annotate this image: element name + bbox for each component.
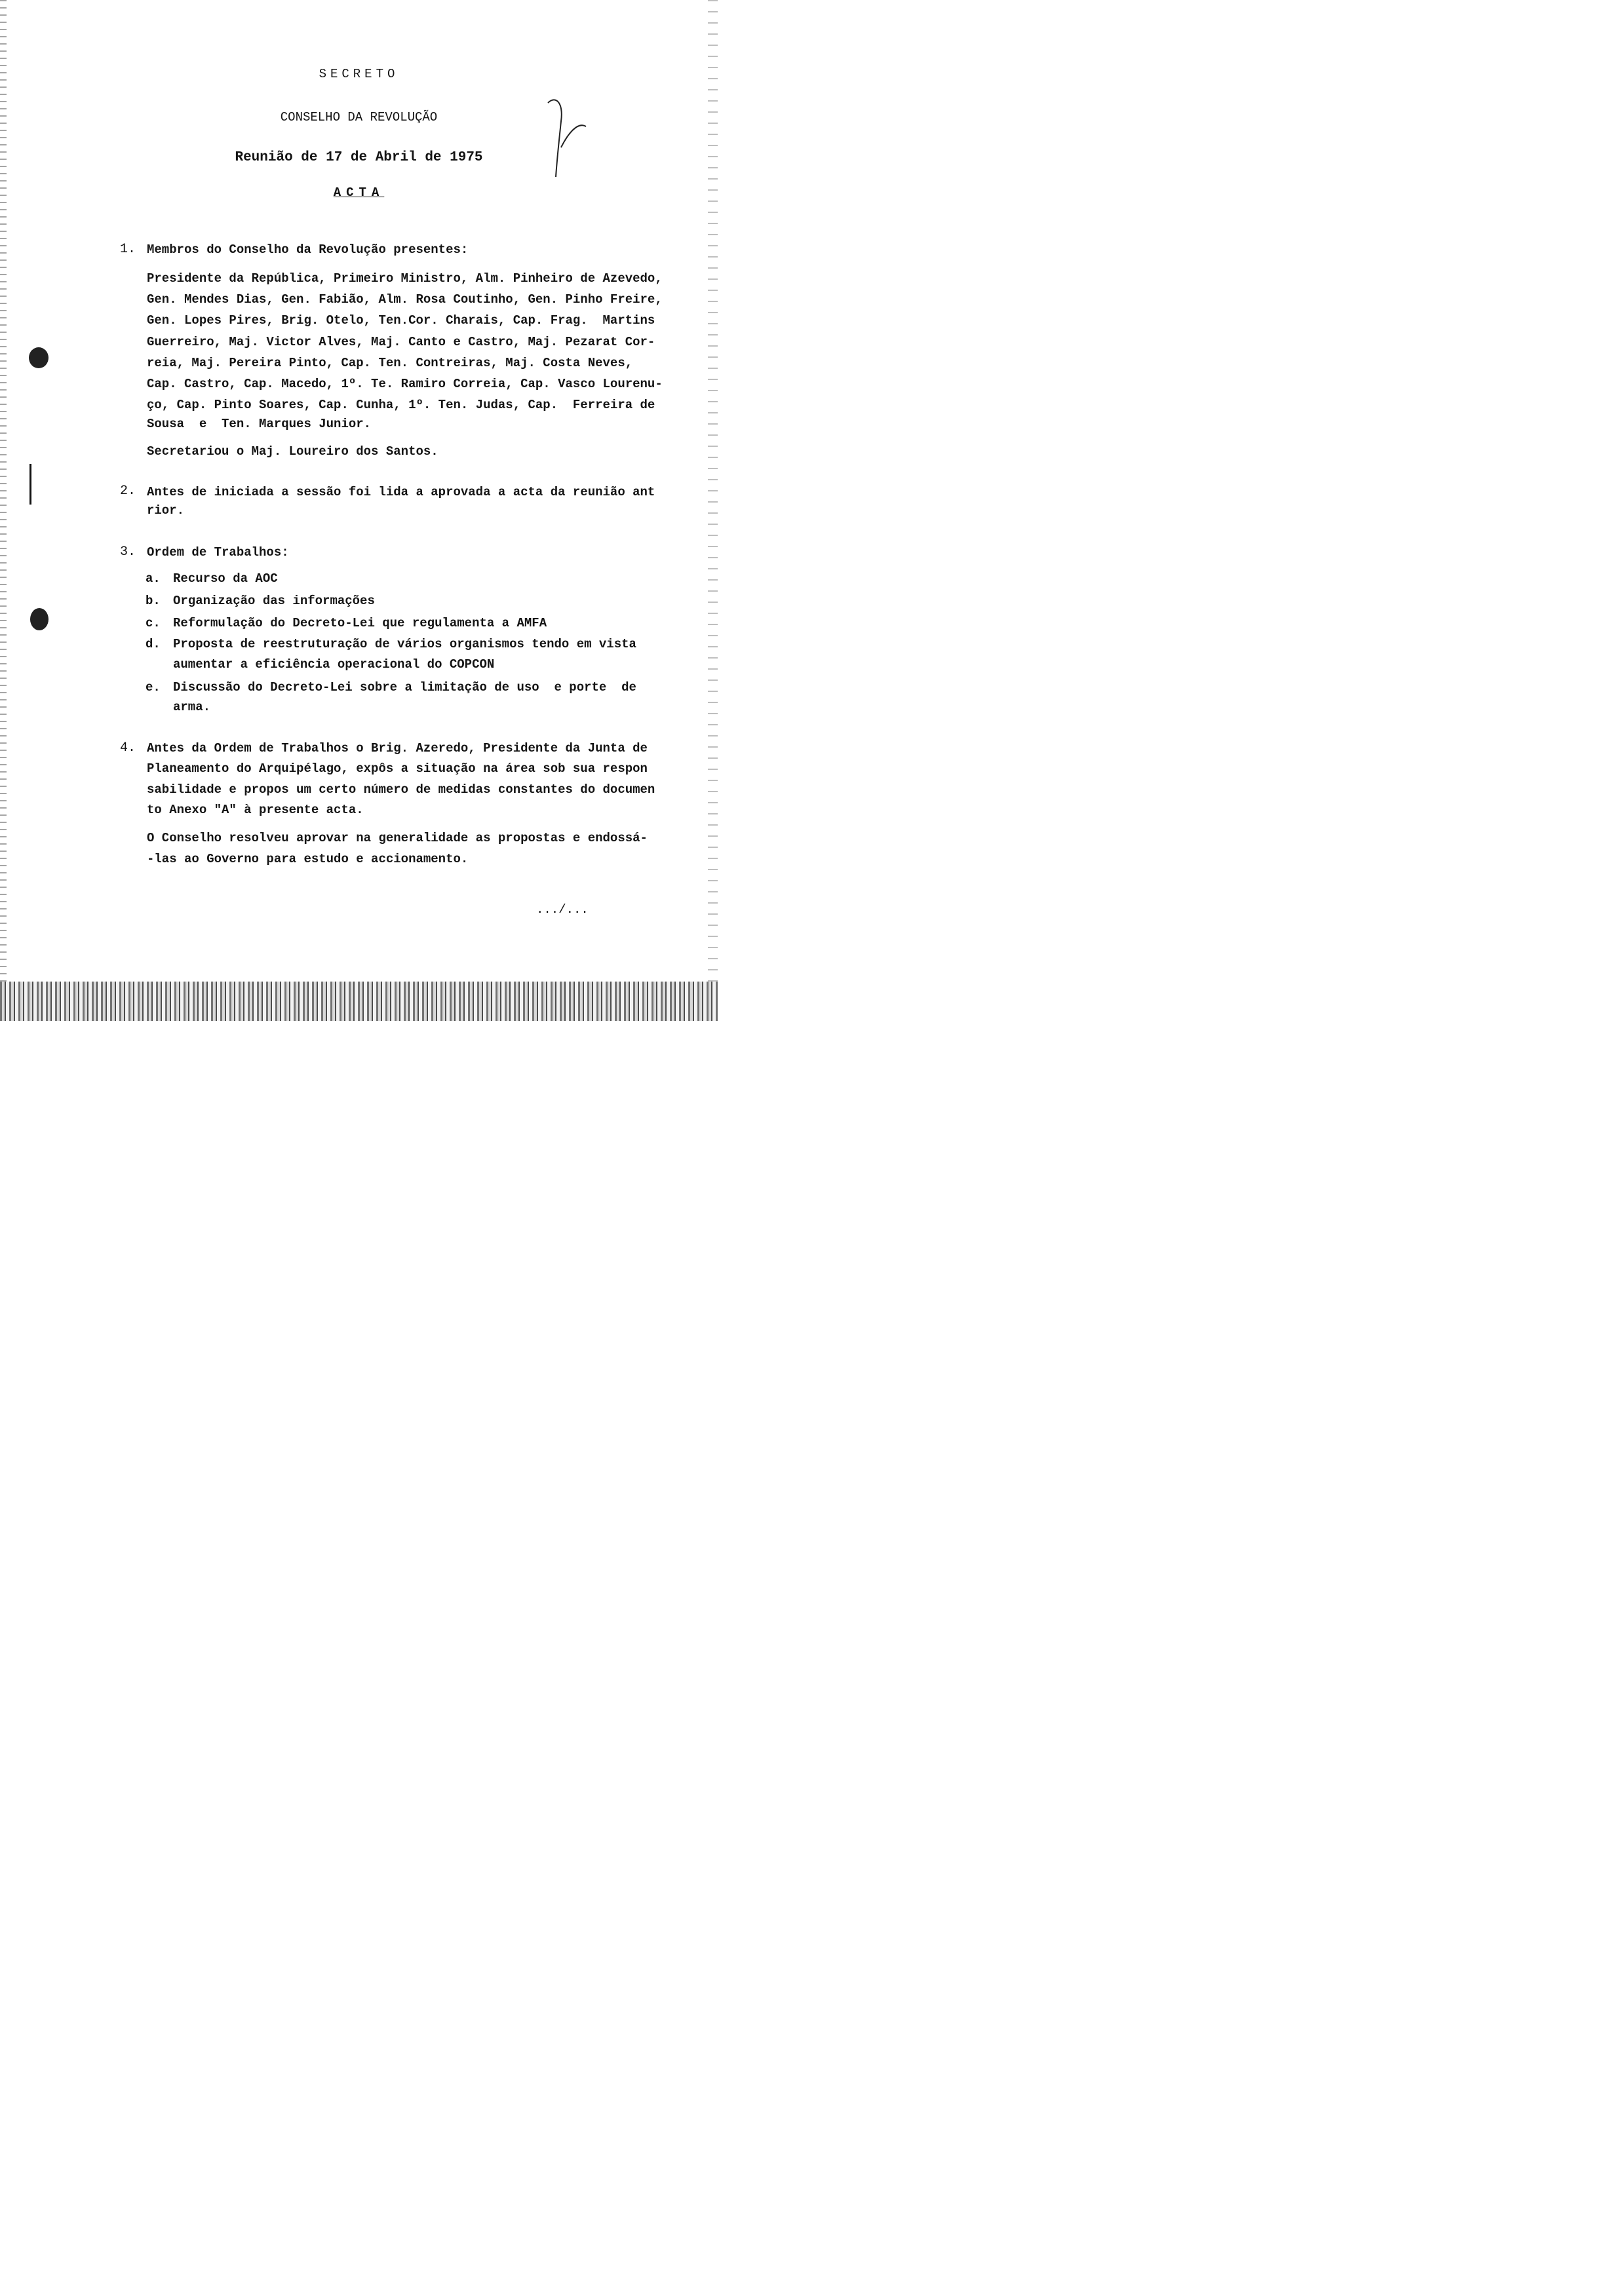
section-4-number: 4. <box>120 740 136 756</box>
council-resolution-line: O Conselho resolveu aprovar na generalidade as propostas e endossá- <box>147 831 648 845</box>
agenda-item-text: Discussão do Decreto-Lei sobre a limitação de uso e porte de <box>173 680 636 695</box>
classification-heading: SECRETO <box>319 67 399 81</box>
section-3-number: 3. <box>120 545 136 560</box>
scan-bottom-edge <box>0 982 718 1021</box>
section-4-line: to Anexo "A" à presente acta. <box>147 803 364 817</box>
agenda-item-letter: d. <box>146 637 161 651</box>
secretary-line: Secretariou o Maj. Loureiro dos Santos. <box>147 444 438 459</box>
meeting-date: Reunião de 17 de Abril de 1975 <box>235 150 483 165</box>
scan-edge-right <box>708 0 718 982</box>
section-1-line: Cap. Castro, Cap. Macedo, 1º. Te. Ramiro Correia, Cap. Vasco Lourenu- <box>147 377 663 391</box>
scan-edge-left <box>0 0 7 982</box>
section-2-line: Antes de iniciada a sessão foi lida a aprovada a acta da reunião ant <box>147 485 655 499</box>
handwritten-initial <box>541 95 594 180</box>
section-2-number: 2. <box>120 484 136 499</box>
agenda-item-letter: c. <box>146 616 161 630</box>
section-1-line: Gen. Lopes Pires, Brig. Otelo, Ten.Cor. Charais, Cap. Frag. Martins <box>147 313 655 328</box>
section-2-line: rior. <box>147 503 185 518</box>
section-4-line: sabilidade e propos um certo número de medidas constantes do documen <box>147 782 655 797</box>
organization-heading: CONSELHO DA REVOLUÇÃO <box>280 110 438 124</box>
document-type-heading: ACTA <box>333 185 385 200</box>
page-continuation: .../... <box>536 902 589 917</box>
section-1-line: reia, Maj. Pereira Pinto, Cap. Ten. Contreiras, Maj. Costa Neves, <box>147 356 633 370</box>
agenda-item-letter: b. <box>146 594 161 608</box>
punch-hole-top <box>29 347 49 368</box>
agenda-item-text: aumentar a eficiência operacional do COPCON <box>173 657 495 672</box>
section-1-line: Gen. Mendes Dias, Gen. Fabião, Alm. Rosa Coutinho, Gen. Pinho Freire, <box>147 292 663 307</box>
agenda-item-text: Organização das informações <box>173 594 375 608</box>
agenda-item-letter: e. <box>146 680 161 695</box>
section-1-heading: Membros do Conselho da Revolução presentes: <box>147 242 469 257</box>
section-4-line: Planeamento do Arquipélago, expôs a situação na área sob sua respon <box>147 761 648 776</box>
section-1-number: 1. <box>120 242 136 257</box>
council-resolution-line: -las ao Governo para estudo e accionamento. <box>147 852 469 866</box>
section-1-line: ço, Cap. Pinto Soares, Cap. Cunha, 1º. Ten. Judas, Cap. Ferreira de <box>147 398 655 412</box>
section-1-line: Sousa e Ten. Marques Junior. <box>147 417 372 431</box>
section-3-heading: Ordem de Trabalhos: <box>147 545 289 560</box>
agenda-item-text: Proposta de reestruturação de vários organismos tendo em vista <box>173 637 636 651</box>
agenda-item-text: Reformulação do Decreto-Lei que regulamenta a AMFA <box>173 616 547 630</box>
agenda-item-text: arma. <box>173 700 211 714</box>
section-4-line: Antes da Ordem de Trabalhos o Brig. Azeredo, Presidente da Junta de <box>147 741 648 756</box>
section-1-line: Presidente da República, Primeiro Ministro, Alm. Pinheiro de Azevedo, <box>147 271 663 286</box>
agenda-item-letter: a. <box>146 571 161 586</box>
margin-line-mark <box>29 464 31 505</box>
punch-hole-bottom <box>30 608 49 630</box>
agenda-item-text: Recurso da AOC <box>173 571 278 586</box>
section-1-line: Guerreiro, Maj. Victor Alves, Maj. Canto e Castro, Maj. Pezarat Cor- <box>147 335 655 349</box>
